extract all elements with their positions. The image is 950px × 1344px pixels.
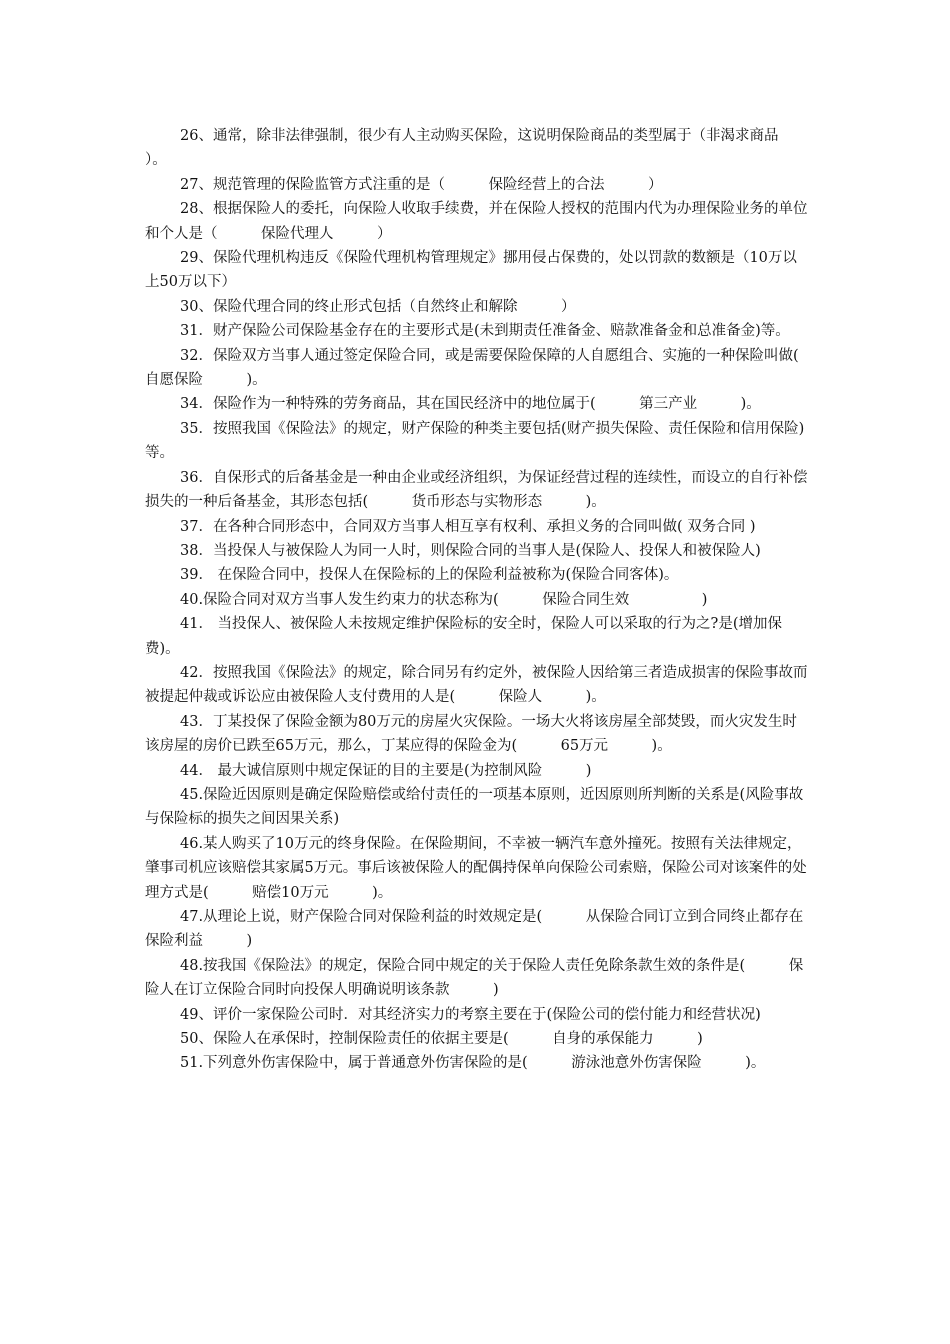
question-44: 44． 最大诚信原则中规定保证的目的主要是(为控制风险 ) [180, 762, 592, 779]
question-50: 50、保险人在承保时，控制保险责任的依据主要是( 自身的承保能力 ) [180, 1031, 703, 1048]
question-27: 27、规范管理的保险监管方式注重的是（ 保险经营上的合法 ） [180, 176, 663, 193]
question-42: 42．按照我国《保险法》的规定，除合同另有约定外，被保险人因给第三者造成损害的保险事故而被提起仲裁或诉讼应由被保险人支付费用的人是( 保险人 )。 [145, 664, 808, 706]
question-46: 46.某人购买了10万元的终身保险。在保险期间，不幸被一辆汽车意外撞死。按照有关法律规定，肇事司机应该赔偿其家属5万元。事后该被保险人的配偶持保单向保险公司索赔，保险公司对该案件的处理方式是( 赔偿10万元 )。 [145, 835, 807, 901]
question-30: 30、保险代理合同的终止形式包括（自然终止和解除 ） [180, 298, 576, 315]
question-38: 38．当投保人与被保险人为同一人时，则保险合同的当事人是(保险人、投保人和被保险人) [180, 542, 761, 559]
question-29: 29、保险代理机构违反《保险代理机构管理规定》挪用侵占保费的，处以罚款的数额是（10万以上50万以下） [145, 250, 797, 291]
question-39: 39． 在保险合同中，投保人在保险标的上的保险利益被称为(保险合同客体)。 [180, 567, 679, 584]
question-34: 34．保险作为一种特殊的劳务商品，其在国民经济中的地位属于( 第三产业 )。 [180, 396, 761, 413]
document-body [145, 124, 843, 1076]
question-40: 40.保险合同对双方当事人发生约束力的状态称为( 保险合同生效 ) [180, 591, 708, 608]
question-45: 45.保险近因原则是确定保险赔偿或给付责任的一项基本原则，近因原则所判断的关系是(风险事故与保险标的损失之间因果关系) [145, 786, 804, 828]
question-37: 37．在各种合同形态中，合同双方当事人相互享有权利、承担义务的合同叫做( 双务合同 ) [180, 518, 756, 535]
question-43: 43．丁某投保了保险金额为80万元的房屋火灾保险。一场大火将该房屋全部焚毁，而火灾发生时该房屋的房价已跌至65万元，那么，丁某应得的保险金为( 65万元 )。 [145, 713, 797, 755]
question-28: 28、根据保险人的委托，向保险人收取手续费，并在保险人授权的范围内代为办理保险业务的单位和个人是（ 保险代理人 ） [145, 201, 808, 242]
question-32: 32．保险双方当事人通过签定保险合同，或是需要保险保障的人自愿组合、实施的一种保险叫做( 自愿保险 )。 [145, 347, 843, 389]
question-48: 48.按我国《保险法》的规定，保险合同中规定的关于保险人责任免除条款生效的条件是( 保险人在订立保险合同时向投保人明确说明该条款 ) [145, 957, 804, 999]
question-41: 41． 当投保人、被保险人未按规定维护保险标的安全时，保险人可以采取的行为之?是(增加保费)。 [145, 616, 782, 657]
question-26: 26、通常，除非法律强制，很少有人主动购买保险，这说明保险商品的类型属于（非渴求商品 ）。 [145, 128, 837, 169]
question-31: 31．财产保险公司保险基金存在的主要形式是(未到期责任准备金、赔款准备金和总准备金)等。 [180, 323, 790, 340]
question-35: 35．按照我国《保险法》的规定，财产保险的种类主要包括(财产损失保险、责任保险和信用保险)等。 [145, 420, 805, 462]
question-36: 36．自保形式的后备基金是一种由企业或经济组织，为保证经营过程的连续性，而设立的自行补偿损失的一种后备基金，其形态包括( 货币形态与实物形态 )。 [145, 469, 808, 511]
question-51: 51.下列意外伤害保险中，属于普通意外伤害保险的是( 游泳池意外伤害保险 )。 [180, 1055, 766, 1072]
question-49: 49、评价一家保险公司时．对其经济实力的考察主要在于(保险公司的偿付能力和经营状况) [180, 1006, 761, 1023]
question-47: 47.从理论上说，财产保险合同对保险利益的时效规定是( 从保险合同订立到合同终止都存在保险利益 ) [145, 909, 804, 950]
